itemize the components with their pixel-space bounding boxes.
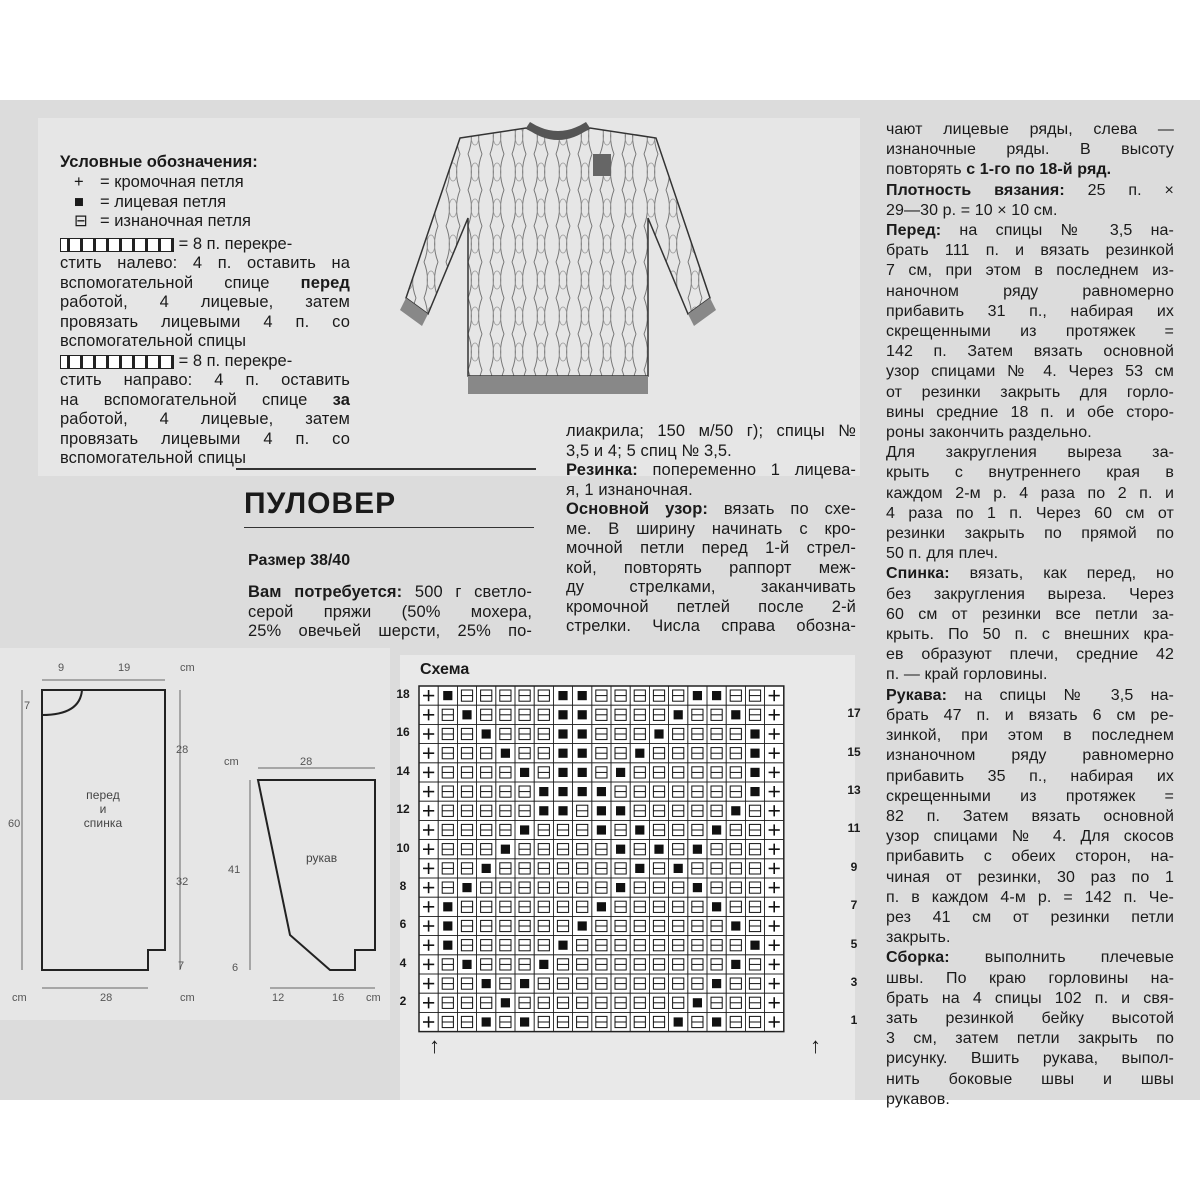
chart-row-number-right: 7 xyxy=(850,898,858,913)
column-3-line: узор спицами № 4. Через 53 см xyxy=(886,363,1174,381)
cable-left-symbol xyxy=(60,238,174,252)
column-3-line: Плотность вязания: 25 п. × xyxy=(886,181,1174,199)
legend-item-text: = лицевая петля xyxy=(100,192,227,211)
column-3-line: Спинка: вязать, как перед, но xyxy=(886,565,1174,583)
stitch-chart xyxy=(418,685,843,1033)
body-schematic xyxy=(0,650,390,1020)
purl-stitch-symbol-icon: ⊟ xyxy=(74,212,88,230)
column-3-line: рисунку. Вшить рукава, выпол- xyxy=(886,1050,1174,1068)
dimension-label: 32 xyxy=(176,876,189,888)
column-3-line: прибавить 31 п., набирая их xyxy=(886,302,1174,320)
column-3-line: брать на 4 спицы 102 п. и свя- xyxy=(886,989,1174,1007)
legend-item-knit-stitch xyxy=(74,193,226,213)
dimension-label: cm xyxy=(366,992,381,1004)
front-back-label: перед и спинка xyxy=(83,788,123,830)
column-3-line: крыть. По 50 п. с внешних кра- xyxy=(886,626,1174,644)
column-3-line: 3 см, затем петли закрыть по xyxy=(886,1030,1174,1048)
column-3-line: изнаночные ряды. В высоту xyxy=(886,141,1174,159)
dimension-label: 28 xyxy=(300,756,313,768)
materials-text: Вам потребуется: 500 г светло- серой пряжи (50% мохера, 25% овечьей шерсти, 25% по- xyxy=(248,583,532,640)
front-back-outline xyxy=(42,690,165,970)
column-3-line: брать 47 п. и вязать 6 см ре- xyxy=(886,706,1174,724)
waist-ribbing xyxy=(468,376,648,394)
column-3-line: 4 раза по 1 п. Через 60 см от xyxy=(886,504,1174,522)
repeat-end-arrow-icon: ↑ xyxy=(810,1033,821,1058)
column-3-line: изнаночном ряду равномерно xyxy=(886,747,1174,765)
title-underline xyxy=(244,527,534,528)
sweater-body xyxy=(406,128,710,376)
legend-heading: Условные обозначения: xyxy=(60,153,258,171)
column-3-line: Для закругления выреза за- xyxy=(886,444,1174,462)
column-3-line: узор спицами № 4. Для скосов xyxy=(886,828,1174,846)
column-3-line: брать 111 п. и вязать резинкой xyxy=(886,242,1174,260)
column-3-line: 29—30 р. = 10 × 10 см. xyxy=(886,201,1058,219)
chart-row-number-left: 6 xyxy=(399,917,407,932)
dimension-label: 6 xyxy=(232,962,239,974)
dimension-label: 7 xyxy=(178,960,185,972)
column-3-line: п. в каждом 4-м р. = 142 п. Че- xyxy=(886,888,1174,906)
repeat-start-arrow-icon: ↑ xyxy=(429,1033,440,1058)
dimension-label: 60 xyxy=(8,818,21,830)
column-3-line: 142 п. Затем вязать основной xyxy=(886,343,1174,361)
column-3-line: нить боковые швы и швы xyxy=(886,1070,1174,1088)
dimension-label: 16 xyxy=(332,992,345,1004)
column-3-line: крыть с внутреннего края в xyxy=(886,464,1174,482)
edge-stitch-symbol-icon: + xyxy=(74,173,84,191)
chart-row-number-right: 5 xyxy=(850,936,858,951)
column-3-text xyxy=(886,120,1174,1110)
chart-row-number-left: 4 xyxy=(399,955,407,970)
chart-row-number-right: 13 xyxy=(847,783,861,797)
column-3-line: п. — край горловины. xyxy=(886,666,1048,684)
dimension-label: 9 xyxy=(58,662,65,674)
column-3-line: зать резинкой бейку высотой xyxy=(886,1009,1174,1027)
legend-item-text: = кромочная петля xyxy=(100,173,244,191)
dimension-label: 28 xyxy=(100,992,113,1004)
column-3-line: рез 41 см от резинки петли xyxy=(886,908,1174,926)
chart-row-number-right: 15 xyxy=(847,744,861,759)
dimension-label: cm xyxy=(12,992,27,1004)
chart-row-number-left: 2 xyxy=(399,994,407,1009)
pattern-title: ПУЛОВЕР xyxy=(244,487,397,520)
chart-row-number-right: 17 xyxy=(847,706,861,721)
chart-row-number-left: 14 xyxy=(396,763,410,778)
chart-row-number-left: 10 xyxy=(396,840,410,855)
size-label: Размер 38/40 xyxy=(248,552,351,569)
dimension-label: 12 xyxy=(272,992,285,1004)
column-3-line: повторять с 1-го по 18-й ряд. xyxy=(886,161,1112,179)
column-3-line: Рукава: на спицы № 3,5 на- xyxy=(886,686,1174,704)
chart-row-number-left: 8 xyxy=(399,879,407,893)
column-3-line: прибавить 35 п., набирая их xyxy=(886,767,1174,785)
column-3-line: Перед: на спицы № 3,5 на- xyxy=(886,222,1174,240)
column-3-line: ев образуют плечи, средние 42 xyxy=(886,646,1174,664)
column-3-line: скрещенными из протяжек = xyxy=(886,323,1174,341)
legend-cable-left-text: стить налево: 4 п. оставить на вспомогательной спице перед работой, 4 лицевые, затем провязать лицевыми 4 п. со вспомогательной спицы xyxy=(60,254,350,350)
column-3-line: 82 п. Затем вязать основной xyxy=(886,807,1174,825)
sleeve-label: рукав xyxy=(306,851,338,865)
column-3-line: вины средние 18 п. и обе сторо- xyxy=(886,403,1174,421)
dimension-label: cm xyxy=(180,662,195,674)
column-3-line: без закругления выреза. Через xyxy=(886,585,1174,603)
column-3-line: закрыть. xyxy=(886,929,951,947)
column-3-line: рукавов. xyxy=(886,1090,950,1108)
column-2-text: лиакрила; 150 м/50 г); спицы № 3,5 и 4; 5 спиц № 3,5. Резинка: попеременно 1 лицева- я, 1 изнаночная. Основной узор: вязать по схе- ме. В ширину начинать с кро- мочной петли перед 1-й стрел- кой, повторять раппорт меж- ду стрелками, заканчивать кромочной петлей после 2-й стрелки. Числа справа обозна- xyxy=(566,422,856,635)
sleeve-outline xyxy=(258,780,375,970)
column-3-line: Сборка: выполнить плечевые xyxy=(886,949,1174,967)
column-3-line: 50 п. для плеч. xyxy=(886,545,999,563)
chart-row-number-left: 16 xyxy=(396,725,410,740)
column-3-line: 60 см от резинки все петли за- xyxy=(886,605,1174,623)
dimension-label: 28 xyxy=(176,744,189,756)
column-3-line: скрещенными из протяжек = xyxy=(886,787,1174,805)
chart-row-number-right: 1 xyxy=(850,1013,858,1028)
chart-row-number-right: 9 xyxy=(850,859,858,874)
pullover-illustration xyxy=(398,118,728,400)
column-3-line: чиная от резинки, 30 раз по 1 xyxy=(886,868,1174,886)
title-rule xyxy=(236,468,536,470)
legend-item-purl-stitch xyxy=(74,212,251,232)
column-3-line: каждом 2-м р. 4 раза по 2 п. и xyxy=(886,484,1174,502)
cable-right-symbol xyxy=(60,355,174,369)
chart-row-number-right: 11 xyxy=(847,821,861,836)
chart-row-number-right: 3 xyxy=(850,975,858,989)
dimension-label: 7 xyxy=(24,700,31,712)
legend-cable-right: = 8 п. перекре- xyxy=(60,352,292,372)
column-3-line: прибавить с обеих сторон, на- xyxy=(886,848,1174,866)
label-patch xyxy=(593,154,611,176)
column-3-line: зинкой, при этом в последнем xyxy=(886,727,1174,745)
neckline-curve xyxy=(42,690,82,715)
dimension-label: cm xyxy=(180,992,195,1004)
dimension-label: 41 xyxy=(228,864,241,876)
column-3-line: резинки закрыть по прямой по xyxy=(886,525,1174,543)
column-3-line: наночном ряду равномерно xyxy=(886,282,1174,300)
dimension-label: 19 xyxy=(118,662,131,674)
legend-item-edge-stitch xyxy=(74,173,244,193)
column-3-line: роны закончить раздельно. xyxy=(886,424,1092,442)
column-3-line: от резинки закрыть для горло- xyxy=(886,383,1174,401)
chart-row-number-left: 18 xyxy=(396,687,410,701)
column-3-line: швы. По краю горловины на- xyxy=(886,969,1174,987)
legend-cable-right-text: стить направо: 4 п. оставить на вспомогательной спице за работой, 4 лицевые, затем провязать лицевыми 4 п. со вспомогательной спицы xyxy=(60,371,350,467)
chart-row-number-left: 12 xyxy=(396,802,410,817)
schema-title: Схема xyxy=(420,661,470,678)
legend-cable-left: = 8 п. перекре- xyxy=(60,235,292,255)
column-3-line: чают лицевые ряды, слева — xyxy=(886,121,1174,138)
column-3-line: 7 см, при этом в последнем из- xyxy=(886,262,1174,280)
legend-item-text: = изнаночная петля xyxy=(100,212,251,230)
knit-stitch-symbol-icon: ■ xyxy=(74,192,84,211)
dimension-label: cm xyxy=(224,756,239,768)
